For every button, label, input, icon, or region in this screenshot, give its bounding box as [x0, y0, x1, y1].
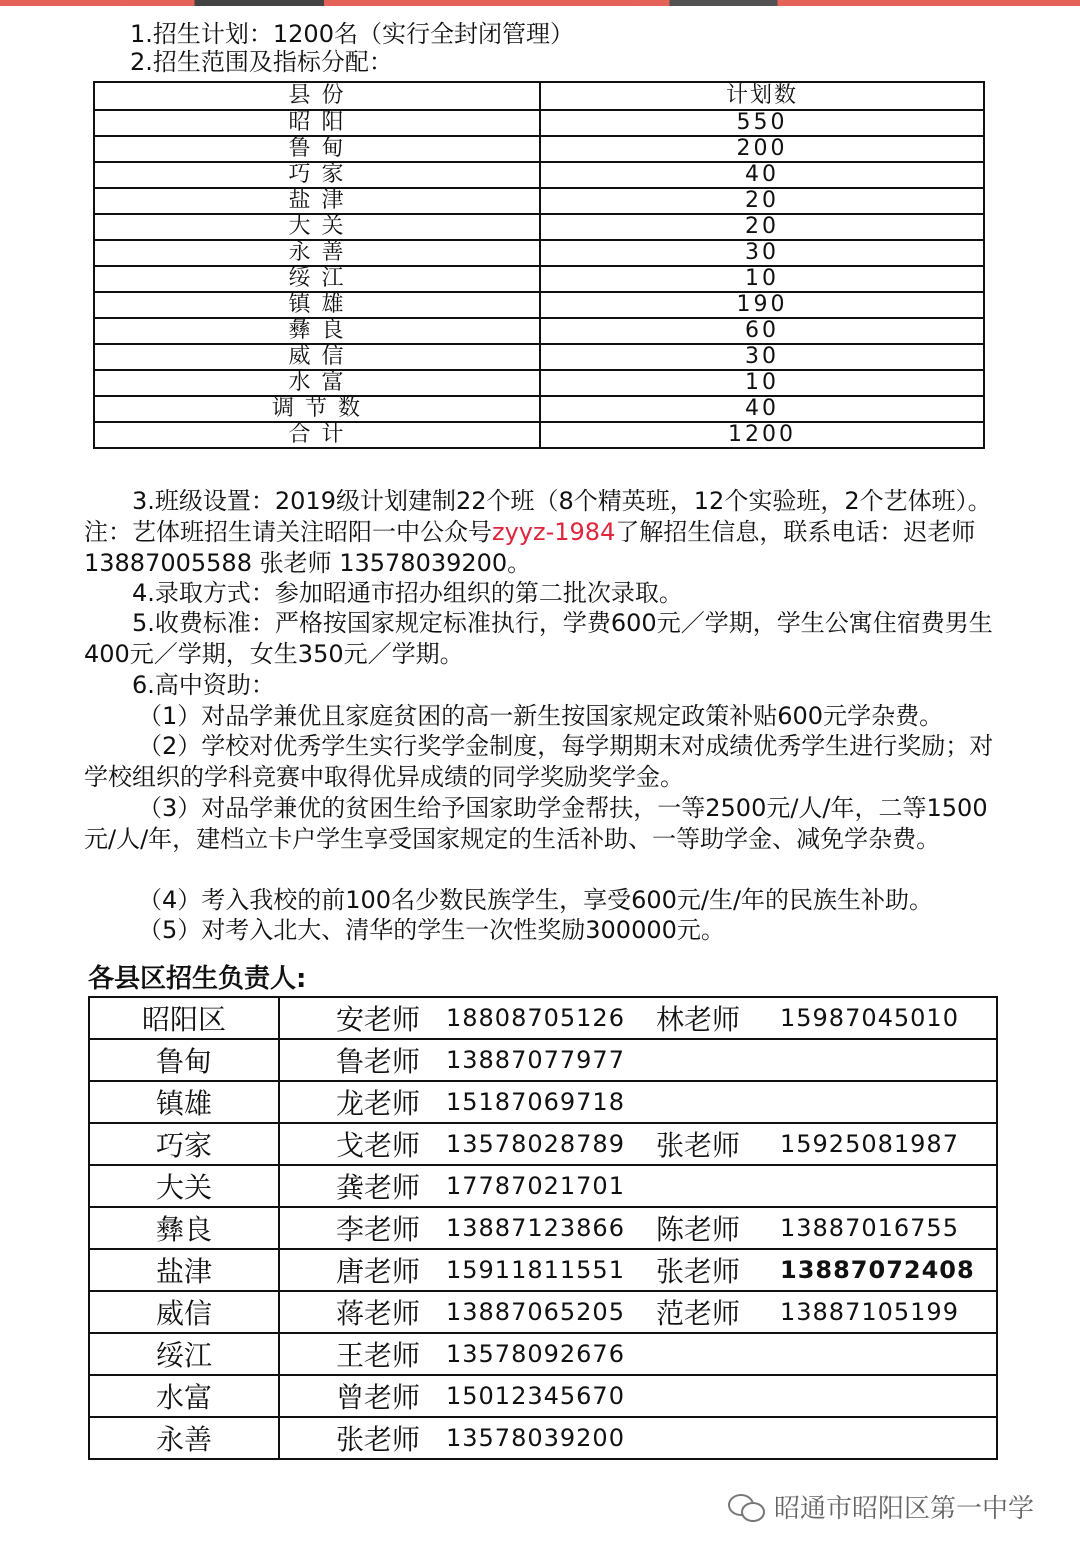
contact-county: 盐津	[89, 1249, 279, 1291]
quota-row	[94, 214, 984, 240]
contact-name: 蒋老师	[336, 1297, 421, 1330]
contact-row	[89, 1123, 997, 1165]
item-4-admission: 4.录取方式：参加昭通市招办组织的第二批次录取。	[132, 579, 683, 607]
contact-county: 镇雄	[89, 1081, 279, 1123]
quota-count: 30	[540, 344, 984, 370]
wechat-account-id: zyyz-1984	[492, 518, 616, 546]
contact-people	[279, 1039, 997, 1081]
plan-item-2: 2.招生范围及指标分配：	[130, 48, 393, 76]
contact-phone: 15925081987	[780, 1130, 959, 1158]
quota-count: 20	[540, 214, 984, 240]
contact-people	[279, 1123, 997, 1165]
contact-phone: 13887072408	[780, 1256, 975, 1284]
contact-people	[279, 1291, 997, 1333]
contact-name: 张老师	[656, 1255, 741, 1288]
quota-row	[94, 292, 984, 318]
contacts-table	[88, 996, 998, 1460]
contact-row	[89, 1291, 997, 1333]
contact-phone: 15187069718	[446, 1088, 625, 1116]
quota-county: 昭 阳	[94, 110, 540, 136]
contact-name: 李老师	[336, 1213, 421, 1246]
quota-table-header	[94, 82, 984, 110]
aid-item-2: （2）学校对优秀学生实行奖学金制度，每学期期末对成绩优秀学生进行奖励；对学校组织的学科竞赛中取得优异成绩的同学奖励奖学金。	[84, 732, 994, 791]
contact-name: 王老师	[336, 1339, 421, 1372]
contact-phone: 15012345670	[446, 1382, 625, 1410]
quota-count: 30	[540, 240, 984, 266]
contact-county: 大关	[89, 1165, 279, 1207]
contact-phone: 13887065205	[446, 1298, 625, 1326]
quota-count: 20	[540, 188, 984, 214]
quota-county: 镇 雄	[94, 292, 540, 318]
quota-count: 10	[540, 370, 984, 396]
contact-people	[279, 1249, 997, 1291]
wechat-icon	[728, 1492, 766, 1522]
quota-row	[94, 240, 984, 266]
quota-row	[94, 422, 984, 448]
contact-phone: 13887123866	[446, 1214, 625, 1242]
quota-count: 60	[540, 318, 984, 344]
header-plan-count: 计划数	[540, 82, 984, 110]
contact-name: 龙老师	[336, 1087, 421, 1120]
contact-phone: 13578039200	[446, 1424, 625, 1452]
item-6-title: 6.高中资助：	[132, 671, 275, 699]
quota-count: 10	[540, 266, 984, 292]
aid-item-1: （1）对品学兼优且家庭贫困的高一新生按国家规定政策补贴600元学杂费。	[138, 702, 944, 730]
quota-county: 水 富	[94, 370, 540, 396]
quota-county: 彝 良	[94, 318, 540, 344]
contact-row	[89, 997, 997, 1039]
contact-name: 鲁老师	[336, 1045, 421, 1078]
contact-phone: 13578028789	[446, 1130, 625, 1158]
contact-phone: 18808705126	[446, 1004, 625, 1032]
item-3-contact: 了解招生信息，联系电话：迟老师 13887005588 张老师 13578039200。	[84, 518, 976, 577]
contacts-title: 各县区招生负责人:	[88, 964, 307, 994]
contact-row	[89, 1039, 997, 1081]
contact-people	[279, 1165, 997, 1207]
item-5-fees: 5.收费标准：严格按国家规定标准执行，学费600元／学期，学生公寓住宿费男生400元／学期，女生350元／学期。	[84, 609, 993, 668]
contact-county: 昭阳区	[89, 997, 279, 1039]
contact-county: 威信	[89, 1291, 279, 1333]
quota-count: 40	[540, 162, 984, 188]
quota-county: 永 善	[94, 240, 540, 266]
contact-name: 陈老师	[656, 1213, 741, 1246]
quota-county: 威 信	[94, 344, 540, 370]
contact-name: 龚老师	[336, 1171, 421, 1204]
contacts-table-body	[89, 997, 997, 1459]
contact-people	[279, 997, 997, 1039]
quota-row	[94, 370, 984, 396]
contact-name: 安老师	[336, 1003, 421, 1036]
plan-item-1: 1.招生计划：1200名（实行全封闭管理）	[130, 20, 574, 48]
contact-row	[89, 1165, 997, 1207]
quota-count: 40	[540, 396, 984, 422]
quota-count: 190	[540, 292, 984, 318]
contact-county: 彝良	[89, 1207, 279, 1249]
contact-name: 范老师	[656, 1297, 741, 1330]
quota-row	[94, 318, 984, 344]
quota-row	[94, 110, 984, 136]
item-3-text: 3.班级设置：2019级计划建制22个班（8个精英班，12个实验班，2个艺体班）。注：艺体班招生请关注昭阳一中公众号	[84, 487, 992, 546]
contact-name: 唐老师	[336, 1255, 421, 1288]
quota-county: 合 计	[94, 422, 540, 448]
quota-county: 绥 江	[94, 266, 540, 292]
quota-row	[94, 162, 984, 188]
quota-row	[94, 344, 984, 370]
contact-phone: 13887077977	[446, 1046, 625, 1074]
contact-row	[89, 1207, 997, 1249]
contact-name: 曾老师	[336, 1381, 421, 1414]
contact-row	[89, 1081, 997, 1123]
contact-phone: 17787021701	[446, 1172, 625, 1200]
top-banner-strip	[0, 0, 1080, 6]
contact-phone: 15911811551	[446, 1256, 625, 1284]
contact-people	[279, 1333, 997, 1375]
quota-row	[94, 188, 984, 214]
aid-item-4: （4）考入我校的前100名少数民族学生，享受600元/生/年的民族生补助。	[138, 886, 934, 914]
contact-row	[89, 1333, 997, 1375]
quota-count: 550	[540, 110, 984, 136]
footer-source	[728, 1488, 1034, 1525]
quota-county: 调 节 数	[94, 396, 540, 422]
quota-county: 大 关	[94, 214, 540, 240]
quota-county: 巧 家	[94, 162, 540, 188]
contact-phone: 13578092676	[446, 1340, 625, 1368]
header-county: 县 份	[94, 82, 540, 110]
item-3-class-setup	[84, 486, 998, 579]
quota-county: 鲁 甸	[94, 136, 540, 162]
contact-row	[89, 1249, 997, 1291]
quota-row	[94, 136, 984, 162]
contact-name: 林老师	[656, 1003, 741, 1036]
aid-item-3: （3）对品学兼优的贫困生给予国家助学金帮扶，一等2500元/人/年，二等1500元/人/年，建档立卡户学生享受国家规定的生活补助、一等助学金、减免学杂费。	[84, 794, 988, 853]
quota-count: 200	[540, 136, 984, 162]
contact-phone: 15987045010	[780, 1004, 959, 1032]
contact-name: 张老师	[656, 1129, 741, 1162]
contact-county: 鲁甸	[89, 1039, 279, 1081]
contact-people	[279, 1375, 997, 1417]
quota-row	[94, 266, 984, 292]
contact-county: 水富	[89, 1375, 279, 1417]
contact-people	[279, 1081, 997, 1123]
quota-count: 1200	[540, 422, 984, 448]
contact-row	[89, 1375, 997, 1417]
aid-item-5: （5）对考入北大、清华的学生一次性奖励300000元。	[138, 916, 725, 944]
quota-county: 盐 津	[94, 188, 540, 214]
contact-name: 戈老师	[336, 1129, 421, 1162]
footer-source-name: 昭通市昭阳区第一中学	[774, 1494, 1035, 1524]
contact-row	[89, 1417, 997, 1459]
contact-name: 张老师	[336, 1423, 421, 1456]
contact-people	[279, 1207, 997, 1249]
contact-county: 永善	[89, 1417, 279, 1459]
quota-row	[94, 396, 984, 422]
contact-county: 巧家	[89, 1123, 279, 1165]
quota-table	[93, 81, 985, 449]
quota-table-body	[94, 82, 984, 448]
contact-phone: 13887105199	[780, 1298, 959, 1326]
contact-county: 绥江	[89, 1333, 279, 1375]
contact-phone: 13887016755	[780, 1214, 959, 1242]
contact-people	[279, 1417, 997, 1459]
